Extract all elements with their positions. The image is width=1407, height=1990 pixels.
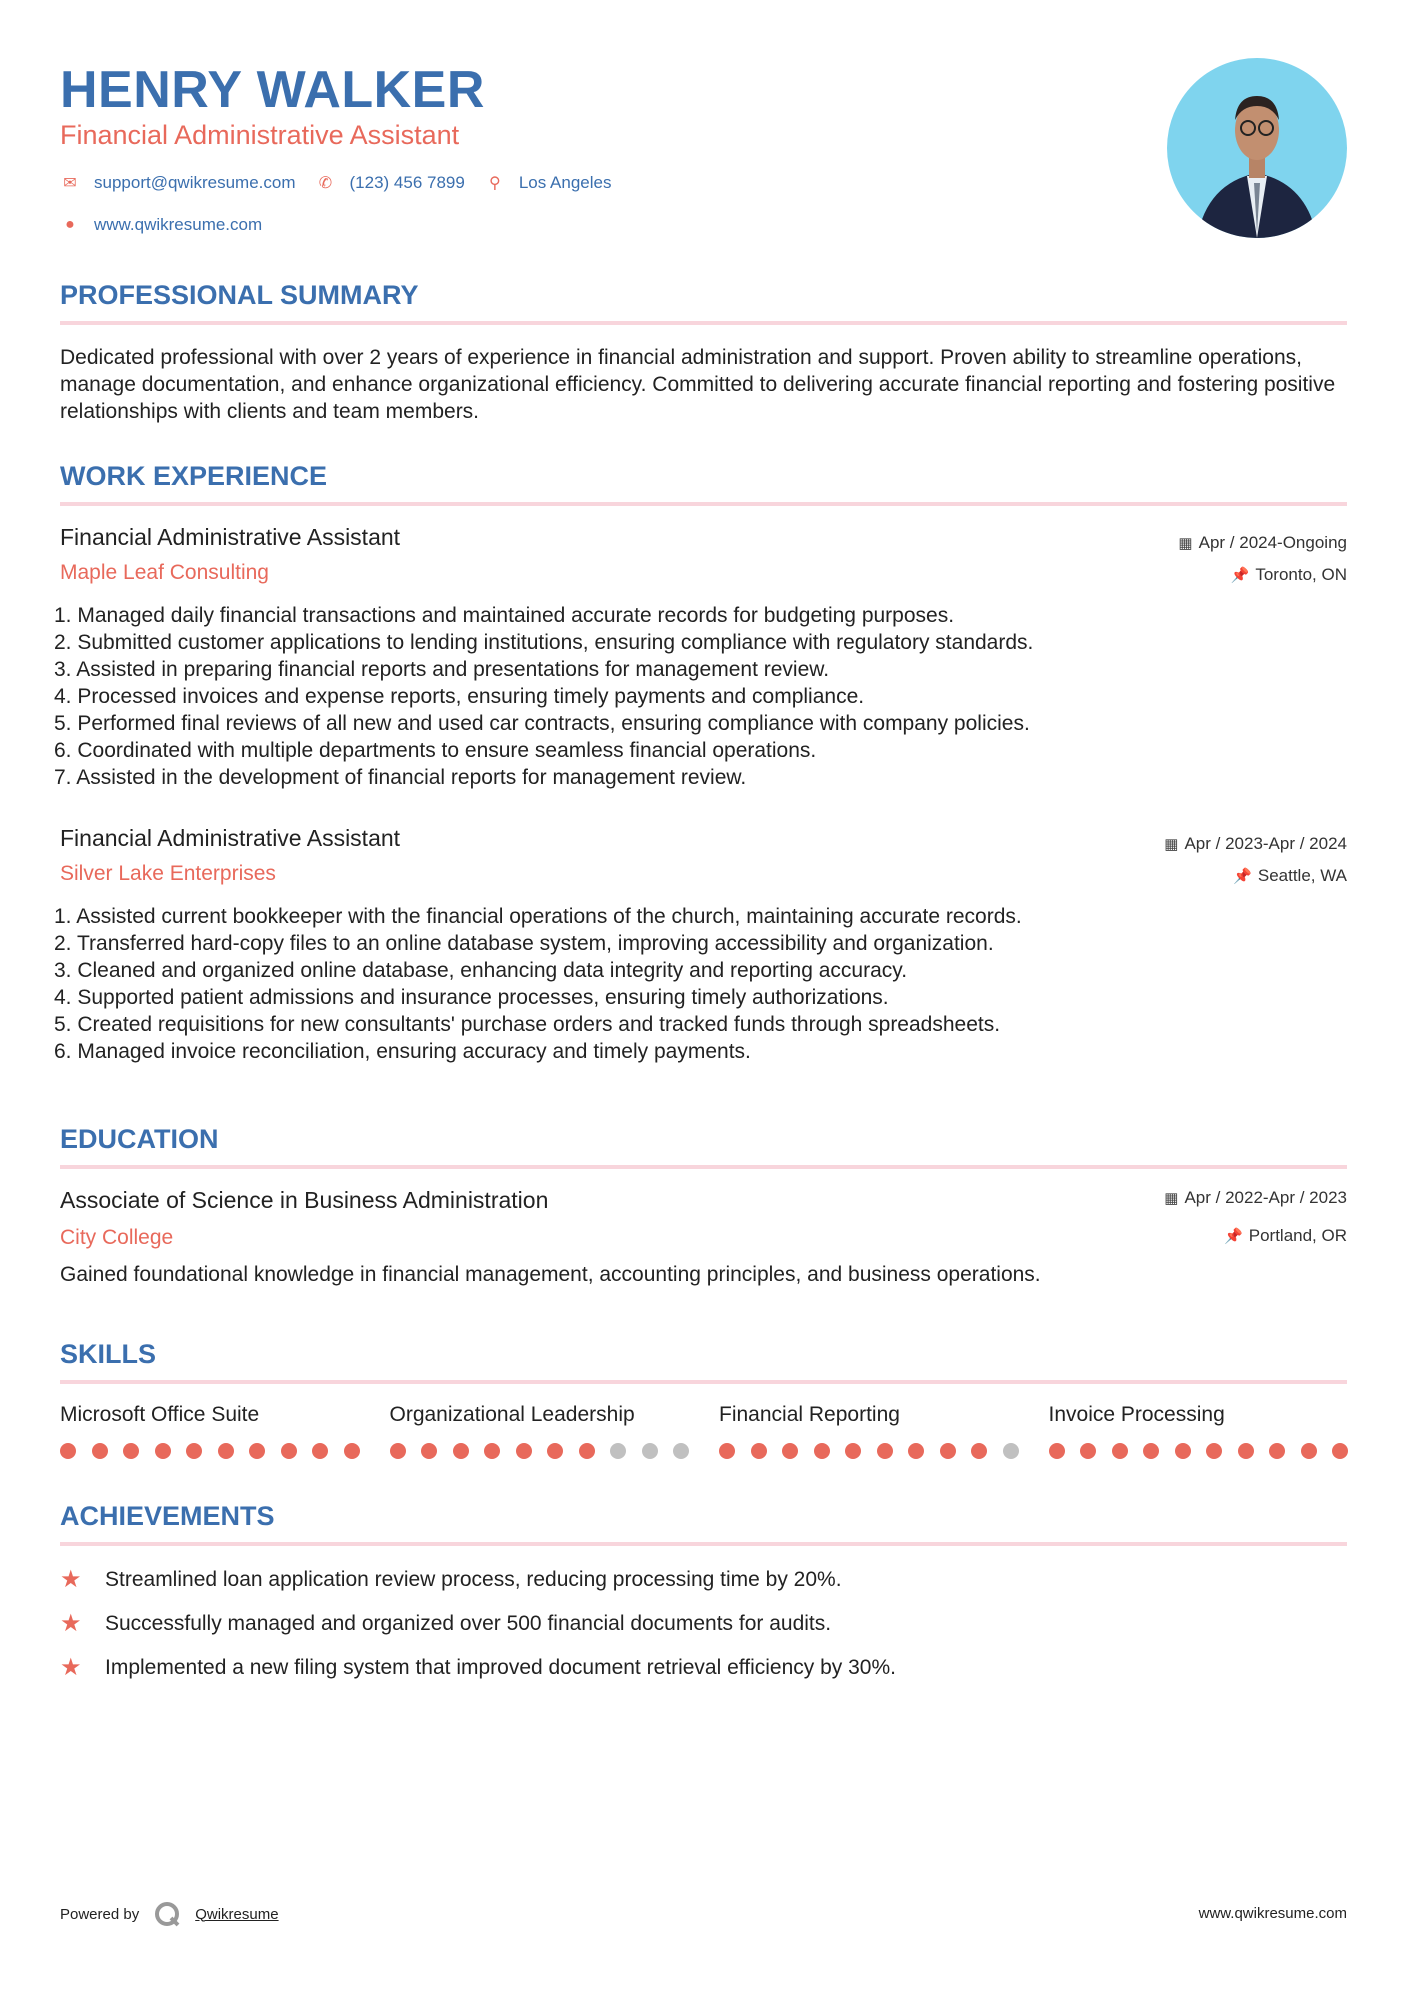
rating-dot-filled xyxy=(1238,1443,1254,1459)
rating-dot-filled xyxy=(484,1443,500,1459)
rating-dot-filled xyxy=(845,1443,861,1459)
achievement-text: Implemented a new filing system that improved document retrieval efficiency by 30%. xyxy=(105,1655,896,1679)
powered-by-label: Powered by xyxy=(60,1905,140,1923)
education-heading: EDUCATION xyxy=(60,1124,219,1154)
job-company: Silver Lake Enterprises xyxy=(60,862,276,885)
rating-dot-filled xyxy=(123,1443,139,1459)
bullet-item: 2. Transferred hard-copy files to an online database system, improving accessibility and organization. xyxy=(54,932,994,955)
pushpin-icon: 📌 xyxy=(1230,567,1250,584)
bullet-item: 3. Assisted in preparing financial reports and presentations for management review. xyxy=(54,658,830,681)
bullet-item: 5. Created requisitions for new consultants' purchase orders and tracked funds through spreadsheets. xyxy=(54,1013,1001,1036)
website-link[interactable]: www.qwikresume.com xyxy=(94,215,263,234)
education-dates xyxy=(1164,1188,1347,1208)
achievement-item xyxy=(60,1609,831,1638)
rating-dot-filled xyxy=(1332,1443,1348,1459)
skill-name: Organizational Leadership xyxy=(389,1403,635,1426)
rating-dot-filled xyxy=(344,1443,360,1459)
achievement-item xyxy=(60,1565,842,1594)
rating-dot-empty xyxy=(642,1443,658,1459)
job-location xyxy=(1231,565,1347,585)
bullet-item: 1. Assisted current bookkeeper with the financial operations of the church, maintaining accurate records. xyxy=(54,905,1022,928)
rating-dot-filled xyxy=(92,1443,108,1459)
rating-dot-filled xyxy=(547,1443,563,1459)
rating-dot-filled xyxy=(940,1443,956,1459)
bullet-item: 7. Assisted in the development of financial reports for management review. xyxy=(54,766,747,789)
rating-dot-filled xyxy=(908,1443,924,1459)
bullet-item: 6. Coordinated with multiple departments to ensure seamless financial operations. xyxy=(54,739,817,762)
calendar-icon: ▦ xyxy=(1164,1190,1179,1207)
education-location-text: Portland, OR xyxy=(1248,1226,1347,1245)
footer-left xyxy=(60,1900,279,1928)
rating-dot-filled xyxy=(751,1443,767,1459)
school-name: City College xyxy=(60,1226,174,1249)
person-portrait-icon xyxy=(1167,58,1347,238)
qwikresume-logo-icon xyxy=(153,1900,181,1928)
job-dates xyxy=(1164,834,1347,854)
candidate-name: HENRY WALKER xyxy=(60,61,485,119)
envelope-icon: ✉ xyxy=(63,175,77,192)
rating-dot-filled xyxy=(1080,1443,1096,1459)
skill-rating xyxy=(1049,1443,1349,1459)
rating-dot-filled xyxy=(1112,1443,1128,1459)
rating-dot-filled xyxy=(186,1443,202,1459)
rating-dot-filled xyxy=(516,1443,532,1459)
rating-dot-filled xyxy=(249,1443,265,1459)
star-icon: ★ xyxy=(60,1654,82,1681)
rating-dot-empty xyxy=(610,1443,626,1459)
bullet-item: 4. Supported patient admissions and insurance processes, ensuring timely authorizations. xyxy=(54,986,889,1009)
job-company: Maple Leaf Consulting xyxy=(60,561,269,584)
rating-dot-filled xyxy=(453,1443,469,1459)
job-bullets xyxy=(54,903,1022,1065)
candidate-title: Financial Administrative Assistant xyxy=(60,120,460,150)
job-bullets xyxy=(54,602,1033,791)
bullet-item: 1. Managed daily financial transactions and maintained accurate records for budgeting purposes. xyxy=(54,604,955,627)
rating-dot-filled xyxy=(877,1443,893,1459)
bullet-item: 2. Submitted customer applications to lending institutions, ensuring compliance with regulatory standards. xyxy=(54,631,1034,654)
experience-heading: WORK EXPERIENCE xyxy=(60,461,328,491)
bullet-item: 5. Performed final reviews of all new and used car contracts, ensuring compliance with company policies. xyxy=(54,712,1030,735)
brand-link[interactable]: Qwikresume xyxy=(195,1905,279,1923)
phone-text: (123) 456 7899 xyxy=(349,173,465,192)
globe-icon: ● xyxy=(65,216,75,233)
skill-name: Invoice Processing xyxy=(1048,1403,1225,1426)
email-link[interactable]: support@qwikresume.com xyxy=(94,173,296,192)
website-row xyxy=(60,215,282,235)
skill-item xyxy=(1049,1403,1349,1459)
map-pin-icon: ⚲ xyxy=(488,175,501,192)
divider xyxy=(60,502,1347,506)
degree-title: Associate of Science in Business Administration xyxy=(60,1187,549,1213)
bullet-item: 6. Managed invoice reconciliation, ensuring accuracy and timely payments. xyxy=(54,1040,751,1063)
job-location-text: Seattle, WA xyxy=(1257,866,1347,885)
calendar-icon: ▦ xyxy=(1178,535,1193,552)
skill-item xyxy=(719,1403,1019,1459)
rating-dot-filled xyxy=(312,1443,328,1459)
rating-dot-filled xyxy=(281,1443,297,1459)
achievement-item xyxy=(60,1653,896,1682)
rating-dot-filled xyxy=(814,1443,830,1459)
skill-rating xyxy=(719,1443,1019,1459)
divider xyxy=(60,1380,1347,1384)
summary-text: Dedicated professional with over 2 years of experience in financial administration and support. Proven ability to streamline operations, manage documentation, and enhance organizational efficiency. Committed to delivering accurate financial reporting and fostering positive relationships with clients and team members. xyxy=(60,346,1336,423)
rating-dot-filled xyxy=(1175,1443,1191,1459)
rating-dot-empty xyxy=(1003,1443,1019,1459)
rating-dot-filled xyxy=(782,1443,798,1459)
education-dates-text: Apr / 2022-Apr / 2023 xyxy=(1184,1188,1347,1207)
phone-icon: ✆ xyxy=(318,175,333,192)
rating-dot-empty xyxy=(673,1443,689,1459)
skill-name: Microsoft Office Suite xyxy=(60,1403,260,1426)
job-title: Financial Administrative Assistant xyxy=(60,825,401,851)
rating-dot-filled xyxy=(421,1443,437,1459)
rating-dot-filled xyxy=(719,1443,735,1459)
pushpin-icon: 📌 xyxy=(1233,868,1252,885)
rating-dot-filled xyxy=(60,1443,76,1459)
divider xyxy=(60,1165,1347,1169)
location-text: Los Angeles xyxy=(518,173,612,192)
star-icon: ★ xyxy=(60,1610,82,1637)
job-dates xyxy=(1178,533,1347,553)
bullet-item: 4. Processed invoices and expense reports, ensuring timely payments and compliance. xyxy=(54,685,865,708)
skill-item xyxy=(390,1403,690,1459)
contact-row xyxy=(60,173,631,193)
rating-dot-filled xyxy=(579,1443,595,1459)
job-dates-text: Apr / 2023-Apr / 2024 xyxy=(1184,834,1347,853)
skill-item xyxy=(60,1403,360,1459)
rating-dot-filled xyxy=(1269,1443,1285,1459)
achievement-text: Streamlined loan application review process, reducing processing time by 20%. xyxy=(105,1567,842,1591)
star-icon: ★ xyxy=(60,1566,82,1593)
achievement-text: Successfully managed and organized over 500 financial documents for audits. xyxy=(105,1611,832,1635)
calendar-icon: ▦ xyxy=(1164,836,1179,853)
job-title: Financial Administrative Assistant xyxy=(60,524,401,550)
achievements-heading: ACHIEVEMENTS xyxy=(60,1501,275,1531)
divider xyxy=(60,321,1347,325)
education-description: Gained foundational knowledge in financial management, accounting principles, and business operations. xyxy=(60,1263,1041,1286)
skill-name: Financial Reporting xyxy=(719,1403,900,1426)
rating-dot-filled xyxy=(1206,1443,1222,1459)
education-location xyxy=(1224,1226,1347,1246)
skills-heading: SKILLS xyxy=(60,1339,157,1369)
job-location-text: Toronto, ON xyxy=(1255,565,1347,584)
skill-rating xyxy=(60,1443,360,1459)
job-dates-text: Apr / 2024-Ongoing xyxy=(1198,533,1347,552)
rating-dot-filled xyxy=(971,1443,987,1459)
pushpin-icon: 📌 xyxy=(1224,1228,1243,1245)
bullet-item: 3. Cleaned and organized online database, enhancing data integrity and reporting accuracy. xyxy=(54,959,908,982)
job-location xyxy=(1233,866,1347,886)
profile-photo xyxy=(1167,58,1347,238)
summary-heading: PROFESSIONAL SUMMARY xyxy=(60,280,419,310)
divider xyxy=(60,1542,1347,1546)
footer-website[interactable]: www.qwikresume.com xyxy=(1198,1905,1347,1922)
rating-dot-filled xyxy=(1143,1443,1159,1459)
rating-dot-filled xyxy=(155,1443,171,1459)
rating-dot-filled xyxy=(218,1443,234,1459)
rating-dot-filled xyxy=(1049,1443,1065,1459)
rating-dot-filled xyxy=(1301,1443,1317,1459)
rating-dot-filled xyxy=(390,1443,406,1459)
skill-rating xyxy=(390,1443,690,1459)
